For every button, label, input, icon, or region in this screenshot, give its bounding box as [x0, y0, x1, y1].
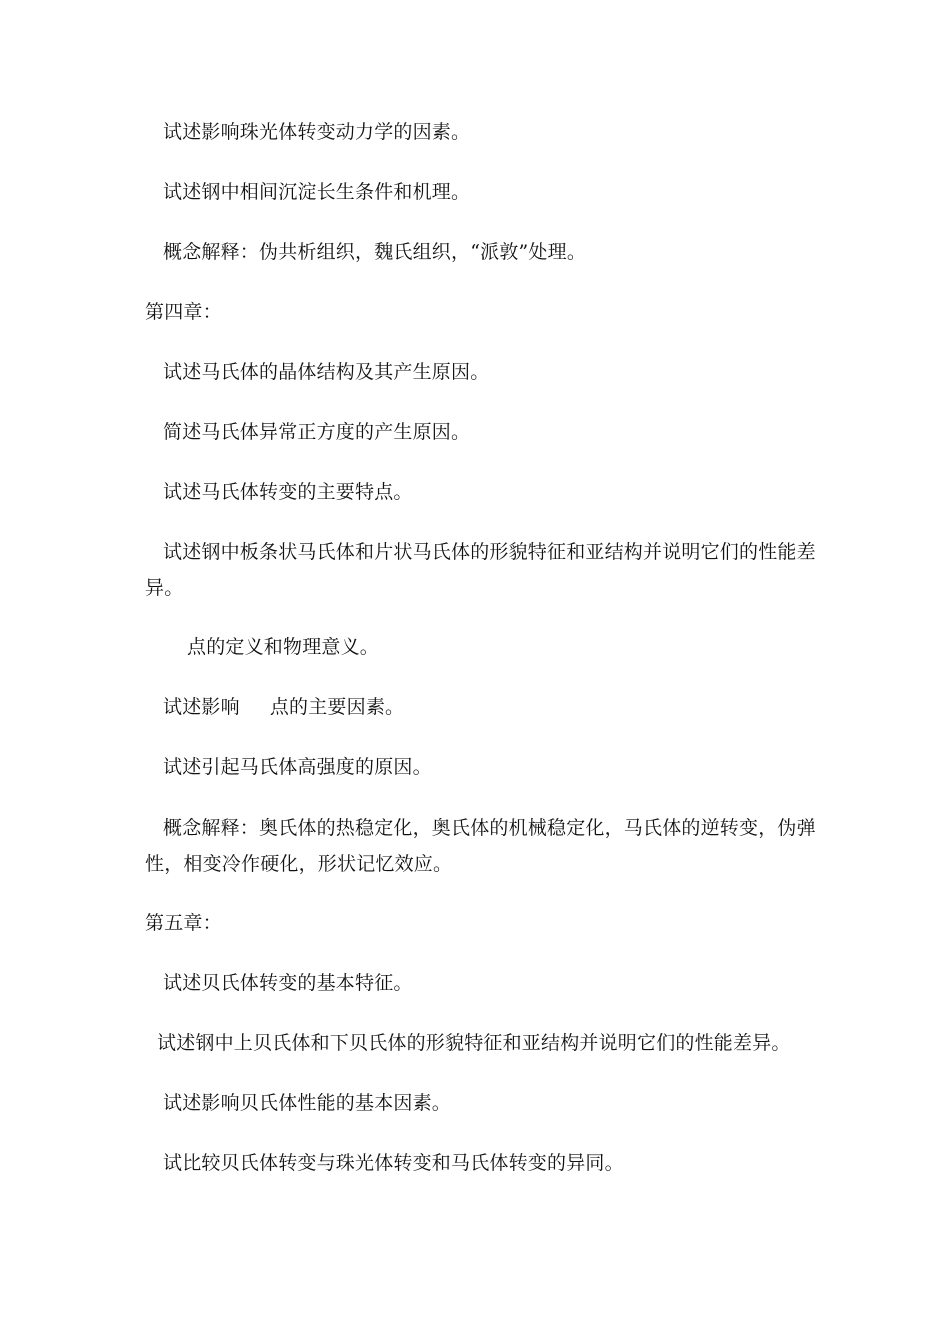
question-text: 试述钢中板条状马氏体和片状马氏体的形貌特征和亚结构并说明它们的性能差异。: [145, 541, 816, 599]
question-text: 概念解释：伪共析组织，魏氏组织，“派敦”处理。: [163, 241, 587, 263]
question-text: 试述贝氏体转变的基本特征。: [163, 972, 413, 994]
question-text: 试述马氏体转变的主要特点。: [163, 481, 413, 503]
question-text: 试述钢中相间沉淀长生条件和机理。: [163, 181, 471, 203]
chapter-heading: 第五章：: [145, 912, 222, 934]
question-text: [163, 696, 404, 718]
question-text: 试比较贝氏体转变与珠光体转变和马氏体转变的异同。: [163, 1152, 624, 1174]
question-text: 简述马氏体异常正方度的产生原因。: [163, 421, 471, 443]
question-text: 概念解释：奥氏体的热稳定化，奥氏体的机械稳定化，马氏体的逆转变，伪弹性，相变冷作硬化，形状记忆效应。: [145, 817, 816, 875]
question-text: 试述引起马氏体高强度的原因。: [163, 756, 432, 778]
question-text: 试述影响贝氏体性能的基本因素。: [163, 1092, 452, 1114]
question-text: 试述马氏体的晶体结构及其产生原因。: [163, 361, 490, 383]
question-suffix: 点的主要因素。: [269, 696, 405, 718]
question-text: 点的定义和物理意义。: [187, 636, 380, 658]
question-text: 试述影响珠光体转变动力学的因素。: [163, 121, 471, 143]
chapter-heading: 第四章：: [145, 301, 222, 323]
question-prefix: 试述影响: [163, 696, 240, 718]
question-text: 试述钢中上贝氏体和下贝氏体的形貌特征和亚结构并说明它们的性能差异。: [157, 1032, 791, 1054]
